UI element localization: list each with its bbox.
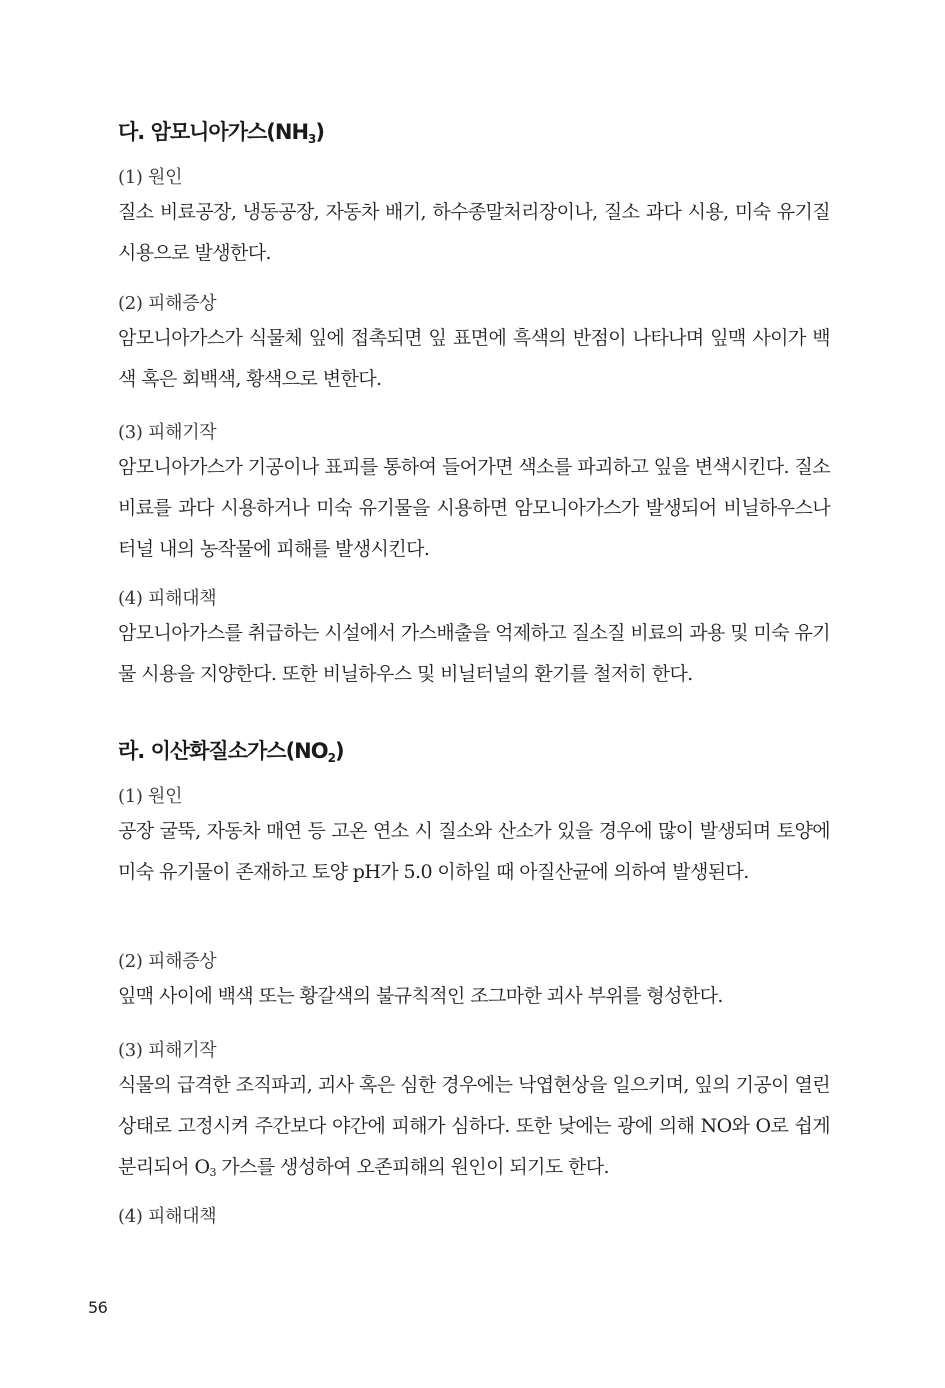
subheading-countermeasures: (4) 피해대책: [118, 588, 217, 609]
page-number: 56: [88, 1298, 108, 1317]
section-title-nitrogen-dioxide: 라. 이산화질소가스$(NO_2)$: [118, 739, 344, 765]
paragraph-mechanism: 식물의 급격한 조직파괴, 괴사 혹은 심한 경우에는 낙엽현상을 일으키며, 잎의 기공이 열린 상태로 고정시켜 주간보다 야간에 피해가 심하다. 또한 낮에는 광에 의해 NO와 O로 쉽게 분리되어 $O_3$ 가스를 생성하여 오존피해의 원인이 되기도 한다.: [118, 1074, 830, 1179]
subheading-countermeasures: (4) 피해대책: [118, 1206, 217, 1227]
subheading-mechanism: (3) 피해기작: [118, 1040, 217, 1061]
subheading-mechanism: (3) 피해기작: [118, 422, 217, 443]
subheading-cause: (1) 원인: [118, 786, 183, 807]
subheading-symptoms: (2) 피해증상: [118, 293, 217, 314]
paragraph-cause: 공장 굴뚝, 자동차 매연 등 고온 연소 시 질소와 산소가 있을 경우에 많이 발생되며 토양에 미숙 유기물이 존재하고 토양 pH가 5.0 이하일 때 아질산균에 의하여 발생된다.: [118, 820, 830, 883]
paragraph-countermeasures: 암모니아가스를 취급하는 시설에서 가스배출을 억제하고 질소질 비료의 과용 및 미숙 유기물 시용을 지양한다. 또한 비닐하우스 및 비닐터널의 환기를 철저히 한다.: [118, 622, 830, 685]
section-title-ammonia: 다. 암모니아가스$(NH_3)$: [118, 120, 325, 146]
subheading-cause: (1) 원인: [118, 167, 183, 188]
paragraph-symptoms: 암모니아가스가 식물체 잎에 접촉되면 잎 표면에 흑색의 반점이 나타나며 잎맥 사이가 백색 혹은 회백색, 황색으로 변한다.: [118, 327, 830, 390]
paragraph-cause: 질소 비료공장, 냉동공장, 자동차 배기, 하수종말처리장이나, 질소 과다 시용, 미숙 유기질 시용으로 발생한다.: [118, 201, 830, 264]
paragraph-mechanism: 암모니아가스가 기공이나 표피를 통하여 들어가면 색소를 파괴하고 잎을 변색시킨다. 질소비료를 과다 시용하거나 미숙 유기물을 시용하면 암모니아가스가 발생되어 비닐하우스나 터널 내의 농작물에 피해를 발생시킨다.: [118, 456, 830, 560]
subheading-symptoms: (2) 피해증상: [118, 951, 217, 972]
paragraph-symptoms: 잎맥 사이에 백색 또는 황갈색의 불규칙적인 조그마한 괴사 부위를 형성한다.: [118, 985, 723, 1007]
